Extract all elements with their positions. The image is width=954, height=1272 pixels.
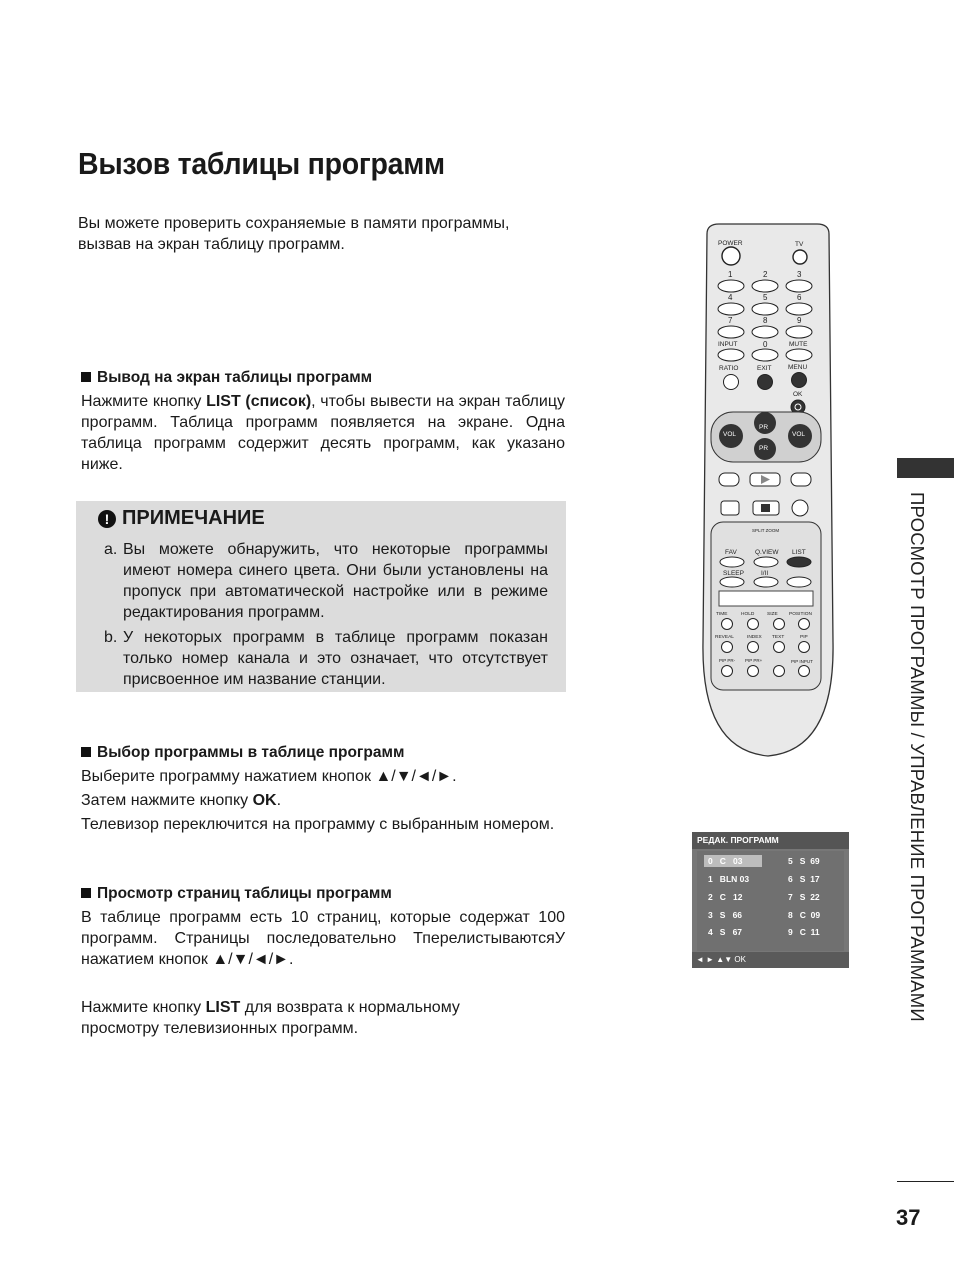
- ratio-label: RATIO: [719, 365, 739, 372]
- section3-heading: Просмотр страниц таблицы программ: [81, 884, 392, 904]
- section3-text: В таблице программ есть 10 страниц, которые содержат 100 программ. Страницы последовательно ТперелистываютсяУ нажатием кнопок ▲/▼/◄/►.: [81, 909, 565, 968]
- splitzoom-label: SPLIT ZOOM: [752, 528, 780, 533]
- tv-button[interactable]: [793, 250, 807, 264]
- return-instruction: Нажмите кнопку LIST для возврата к нормальному просмотру телевизионных программ.: [81, 999, 460, 1037]
- exit-label: EXIT: [757, 365, 772, 372]
- pip-label: PIP: [800, 635, 808, 640]
- i-ii-label: I/II: [761, 570, 769, 577]
- exit-button[interactable]: [758, 375, 773, 390]
- pip-pr-plus-button[interactable]: [748, 666, 759, 677]
- digit-0-button[interactable]: [752, 349, 778, 361]
- power-button[interactable]: [722, 247, 740, 265]
- ok-label: OK: [793, 391, 803, 398]
- input-label: INPUT: [718, 341, 738, 348]
- hold-label: HOLD: [741, 612, 755, 617]
- qview-button[interactable]: [754, 557, 778, 567]
- mute-button[interactable]: [786, 349, 812, 361]
- color-key-strip: [719, 591, 813, 606]
- pr-down-label: PR: [759, 445, 769, 452]
- position-button[interactable]: [799, 619, 810, 630]
- note-item-b: b. У некоторых программ в таблице программ показан только номер канала и это означает, что отсутствует присвоенное им название станции.: [104, 629, 548, 688]
- digit-8-button[interactable]: [752, 326, 778, 338]
- digit-4-button[interactable]: [718, 303, 744, 315]
- digit-2-button[interactable]: [752, 280, 778, 292]
- vol-down-label: VOL: [723, 431, 737, 438]
- page-title: Вызов таблицы программ: [78, 146, 445, 181]
- chapter-title: ПРОСМОТР ПРОГРАММЫ / УПРАВЛЕНИЕ ПРОГРАММАМИ: [907, 492, 928, 1022]
- bullet-square-icon: [81, 888, 91, 898]
- pip-button[interactable]: [799, 642, 810, 653]
- intro-text: Вы можете проверить сохраняемые в памяти программы, вызвав на экран таблицу программ.: [78, 215, 510, 253]
- program-table-row[interactable]: 9 C 11: [788, 927, 820, 937]
- section2-heading: Выбор программы в таблице программ: [81, 743, 404, 763]
- ratio-button[interactable]: [724, 375, 739, 390]
- digit-3-label: 3: [797, 270, 802, 279]
- digit-4-label: 4: [728, 293, 733, 302]
- input-button[interactable]: [718, 349, 744, 361]
- program-table-row[interactable]: 8 C 09: [788, 910, 821, 920]
- sleep-label: SLEEP: [723, 570, 744, 577]
- list-button[interactable]: [787, 557, 811, 567]
- program-table-row[interactable]: 6 S 17: [788, 874, 820, 884]
- digit-0-label: 0: [763, 340, 768, 349]
- pause-button[interactable]: [721, 501, 739, 515]
- fav-label: FAV: [725, 549, 737, 556]
- vol-up-label: VOL: [792, 431, 806, 438]
- digit-1-button[interactable]: [718, 280, 744, 292]
- program-table-footer: ◄ ► ▲▼ OK: [692, 952, 849, 968]
- pip-input-button[interactable]: [799, 666, 810, 677]
- bullet-square-icon: [81, 747, 91, 757]
- section1-text: Нажмите кнопку LIST (список), чтобы вывести на экран таблицу программ. Таблица программ появляется на экране. Одна таблица программ содержит десять программ, как указано ниже.: [81, 393, 565, 473]
- fast-forward-button[interactable]: [791, 473, 811, 486]
- digit-8-label: 8: [763, 316, 768, 325]
- qview-label: Q.VIEW: [755, 549, 779, 556]
- size-button[interactable]: [774, 619, 785, 630]
- menu-button[interactable]: [792, 373, 807, 388]
- pip-pr-minus-label: PIP PR-: [719, 658, 736, 663]
- pip-swap-button[interactable]: [774, 666, 785, 677]
- text-label: TEXT: [772, 635, 785, 640]
- program-table-row[interactable]: 5 S 69: [788, 856, 820, 866]
- remote-tv-label: TV: [795, 241, 804, 248]
- pip-input-label: PIP INPUT: [791, 659, 813, 664]
- stop-icon: [761, 504, 770, 512]
- digit-5-button[interactable]: [752, 303, 778, 315]
- program-table-row[interactable]: 7 S 22: [788, 892, 820, 902]
- record-button[interactable]: [792, 500, 808, 516]
- remote-control-illustration: [695, 222, 841, 762]
- remote-power-label: POWER: [718, 240, 743, 247]
- digit-6-button[interactable]: [786, 303, 812, 315]
- digit-9-button[interactable]: [786, 326, 812, 338]
- star-button[interactable]: [787, 577, 811, 587]
- hold-button[interactable]: [748, 619, 759, 630]
- reveal-button[interactable]: [722, 642, 733, 653]
- index-button[interactable]: [748, 642, 759, 653]
- size-label: SIZE: [767, 612, 778, 617]
- reveal-label: REVEAL: [715, 635, 734, 640]
- section1-heading: Вывод на экран таблицы программ: [81, 368, 372, 388]
- i-ii-button[interactable]: [754, 577, 778, 587]
- program-table-row[interactable]: 3 S 66: [708, 910, 743, 920]
- index-label: INDEX: [747, 635, 762, 640]
- time-label: TIME: [716, 612, 728, 617]
- menu-label: MENU: [788, 364, 808, 371]
- mute-label: MUTE: [789, 341, 808, 348]
- list-label: LIST: [792, 549, 806, 556]
- digit-3-button[interactable]: [786, 280, 812, 292]
- program-table-row[interactable]: 4 S 67: [708, 927, 743, 937]
- pip-pr-plus-label: PIP PR+: [745, 658, 763, 663]
- bullet-square-icon: [81, 372, 91, 382]
- digit-6-label: 6: [797, 293, 802, 302]
- position-label: POSITION: [789, 612, 812, 617]
- note-title: ! ПРИМЕЧАНИЕ: [98, 507, 265, 530]
- fav-button[interactable]: [720, 557, 744, 567]
- rewind-button[interactable]: [719, 473, 739, 486]
- program-table-row[interactable]: 2 C 12: [708, 892, 743, 902]
- program-table-row[interactable]: 0 C 03: [708, 856, 743, 866]
- page-number: 37: [896, 1205, 921, 1230]
- program-table-header: РЕДАК. ПРОГРАММ: [692, 832, 849, 849]
- program-table-row[interactable]: 1 BLN 03: [708, 874, 750, 884]
- digit-7-label: 7: [728, 316, 733, 325]
- section2-text: Выберите программу нажатием кнопок ▲/▼/◄/►. Затем нажмите кнопку OK. Телевизор переключится на программу с выбранным номером.: [81, 768, 555, 833]
- digit-9-label: 9: [797, 316, 802, 325]
- digit-2-label: 2: [763, 270, 768, 279]
- pip-pr-minus-button[interactable]: [722, 666, 733, 677]
- time-button[interactable]: [722, 619, 733, 630]
- sleep-button[interactable]: [720, 577, 744, 587]
- pr-up-label: PR: [759, 424, 769, 431]
- page-rule: [897, 1181, 954, 1182]
- note-item-a: a. Вы можете обнаружить, что некоторые программы имеют номера синего цвета. Они были установлены на пропуск при автоматической настройке или в режиме редактирования программ.: [104, 541, 548, 621]
- text-button[interactable]: [774, 642, 785, 653]
- exclamation-icon: !: [98, 510, 116, 528]
- digit-1-label: 1: [728, 270, 733, 279]
- chapter-tab: [897, 458, 954, 478]
- digit-5-label: 5: [763, 293, 768, 302]
- note-list: [104, 539, 548, 690]
- digit-7-button[interactable]: [718, 326, 744, 338]
